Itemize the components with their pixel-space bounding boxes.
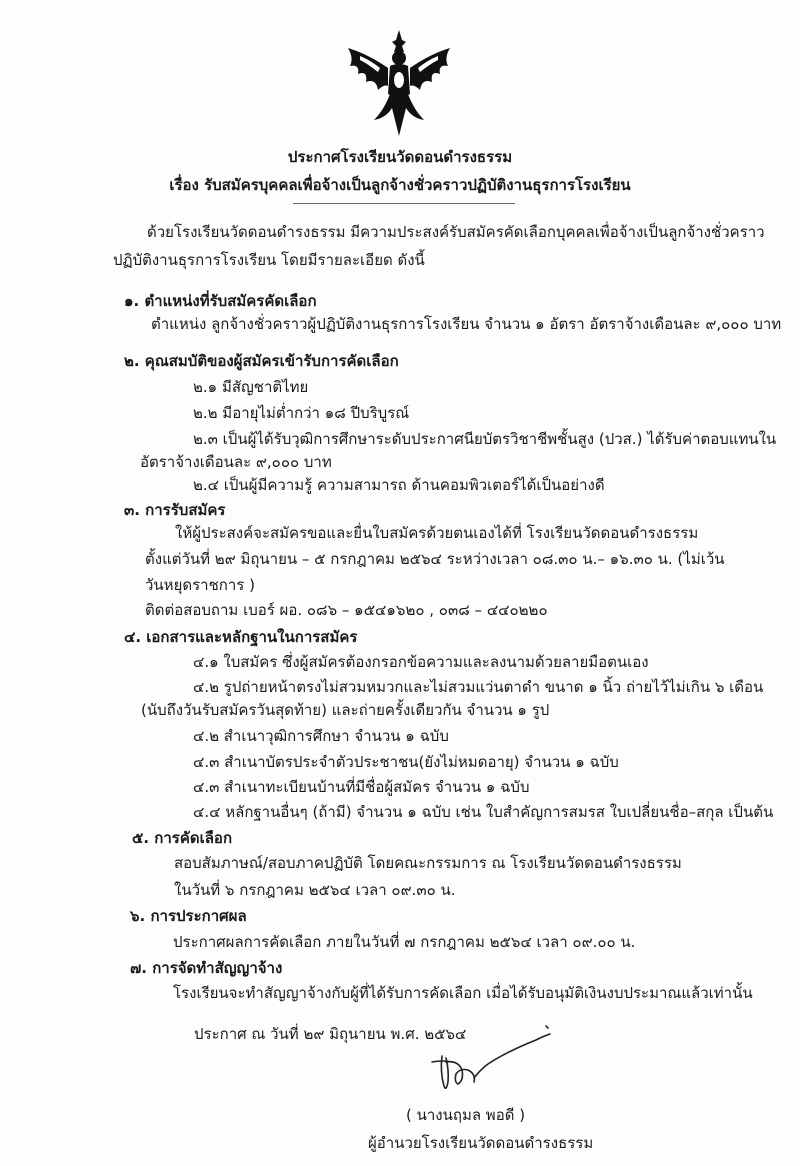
section-3-heading: ๓. การรับสมัคร [124, 501, 226, 519]
document-title: ประกาศโรงเรียนวัดดอนดำรงธรรม [287, 148, 513, 166]
section-2-heading: ๒. คุณสมบัติของผู้สมัครเข้ารับการคัดเลือก [124, 352, 399, 370]
document-subject: เรื่อง รับสมัครบุคคลเพื่อจ้างเป็นลูกจ้างชั่วคราวปฏิบัติงานธุรการโรงเรียน [169, 176, 631, 194]
signatory-name: ( นางนฤมล พอดี ) [406, 1106, 526, 1124]
section-6-heading: ๖. การประกาศผล [130, 907, 247, 925]
section-7-line-1: โรงเรียนจะทำสัญญาจ้างกับผู้ที่ได้รับการคัดเลือก เมื่อได้รับอนุมัติเงินงบประมาณแล้วเท่านั้น [173, 984, 753, 1002]
section-1-line-1: ตำแหน่ง ลูกจ้างชั่วคราวผู้ปฏิบัติงานธุรการโรงเรียน จำนวน ๑ อัตรา อัตราจ้างเดือนละ ๙,๐๐๐ บาท [151, 315, 782, 333]
section-2-item-3a: ๒.๓ เป็นผู้ได้รับวุฒิการศึกษาระดับประกาศนียบัตรวิชาชีพชั้นสูง (ปวส.) ได้รับค่าตอบแทนใน [193, 430, 777, 448]
garuda-emblem-icon [340, 28, 458, 140]
signature-icon [418, 1022, 568, 1102]
section-4-item-1: ๔.๑ ใบสมัคร ซึ่งผู้สมัครต้องกรอกข้อความและลงนามด้วยลายมือตนเอง [193, 653, 649, 671]
section-5-heading: ๕. การคัดเลือก [132, 829, 233, 847]
section-3-line-4: ติดต่อสอบถาม เบอร์ ผอ. ๐๘๖ – ๑๕๔๑๖๒๐ , ๐๓๘ – ๔๔๐๒๒๐ [145, 601, 548, 619]
section-5-line-1: สอบสัมภาษณ์/สอบภาคปฏิบัติ โดยคณะกรรมการ ณ โรงเรียนวัดดอนดำรงธรรม [174, 854, 682, 872]
section-4-item-3: ๔.๒ สำเนาวุฒิการศึกษา จำนวน ๑ ฉบับ [193, 727, 449, 745]
section-4-item-5: ๔.๓ สำเนาทะเบียนบ้านที่มีชื่อผู้สมัคร จำนวน ๑ ฉบับ [193, 778, 530, 796]
section-1-heading: ๑. ตำแหน่งที่รับสมัครคัดเลือก [124, 292, 317, 310]
intro-line-2: ปฏิบัติงานธุรการโรงเรียน โดยมีรายละเอียด ดังนี้ [113, 251, 425, 269]
intro-line-1: ด้วยโรงเรียนวัดดอนดำรงธรรม มีความประสงค์รับสมัครคัดเลือกบุคคลเพื่อจ้างเป็นลูกจ้างชั่วคราว [147, 223, 765, 241]
section-3-line-2: ตั้งแต่วันที่ ๒๙ มิถุนายน – ๕ กรกฎาคม ๒๕๖๔ ระหว่างเวลา ๐๘.๓๐ น.– ๑๖.๓๐ น. (ไม่เว้น [145, 550, 725, 568]
section-4-item-6: ๔.๔ หลักฐานอื่นๆ (ถ้ามี) จำนวน ๑ ฉบับ เช่น ใบสำคัญการสมรส ใบเปลี่ยนชื่อ–สกุล เป็นต้น [193, 803, 774, 821]
signatory-position: ผู้อำนวยโรงเรียนวัดดอนดำรงธรรม [368, 1134, 594, 1152]
section-2-item-1: ๒.๑ มีสัญชาติไทย [193, 378, 309, 396]
section-7-heading: ๗. การจัดทำสัญญาจ้าง [130, 959, 283, 977]
section-4-heading: ๔. เอกสารและหลักฐานในการสมัคร [124, 628, 358, 646]
announcement-date: ประกาศ ณ วันที่ ๒๙ มิถุนายน พ.ศ. ๒๕๖๔ [194, 1025, 467, 1043]
section-6-line-1: ประกาศผลการคัดเลือก ภายในวันที่ ๗ กรกฎาคม ๒๕๖๔ เวลา ๐๙.๐๐ น. [173, 933, 636, 951]
section-4-item-2a: ๔.๒ รูปถ่ายหน้าตรงไม่สวมหมวกและไม่สวมแว่นตาดำ ขนาด ๑ นิ้ว ถ่ายไว้ไม่เกิน ๖ เดือน [193, 678, 764, 696]
title-divider [293, 203, 515, 204]
section-3-line-1: ให้ผู้ประสงค์จะสมัครขอและยื่นใบสมัครด้วยตนเองได้ที่ โรงเรียนวัดดอนดำรงธรรม [175, 524, 699, 542]
section-2-item-3b: อัตราจ้างเดือนละ ๙,๐๐๐ บาท [140, 453, 332, 471]
section-4-item-4: ๔.๓ สำเนาบัตรประจำตัวประชาชน(ยังไม่หมดอายุ) จำนวน ๑ ฉบับ [193, 753, 619, 771]
section-2-item-4: ๒.๔ เป็นผู้มีความรู้ ความสามารถ ด้านคอมพิวเตอร์ได้เป็นอย่างดี [193, 476, 605, 494]
section-4-item-2b: (นับถึงวันรับสมัครวันสุดท้าย) และถ่ายครั้งเดียวกัน จำนวน ๑ รูป [141, 701, 550, 719]
section-3-line-3: วันหยุดราชการ ) [145, 576, 255, 594]
section-2-item-2: ๒.๒ มีอายุไม่ต่ำกว่า ๑๘ ปีบริบูรณ์ [193, 404, 410, 422]
section-5-line-2: ในวันที่ ๖ กรกฎาคม ๒๕๖๔ เวลา ๐๙.๓๐ น. [174, 881, 456, 899]
